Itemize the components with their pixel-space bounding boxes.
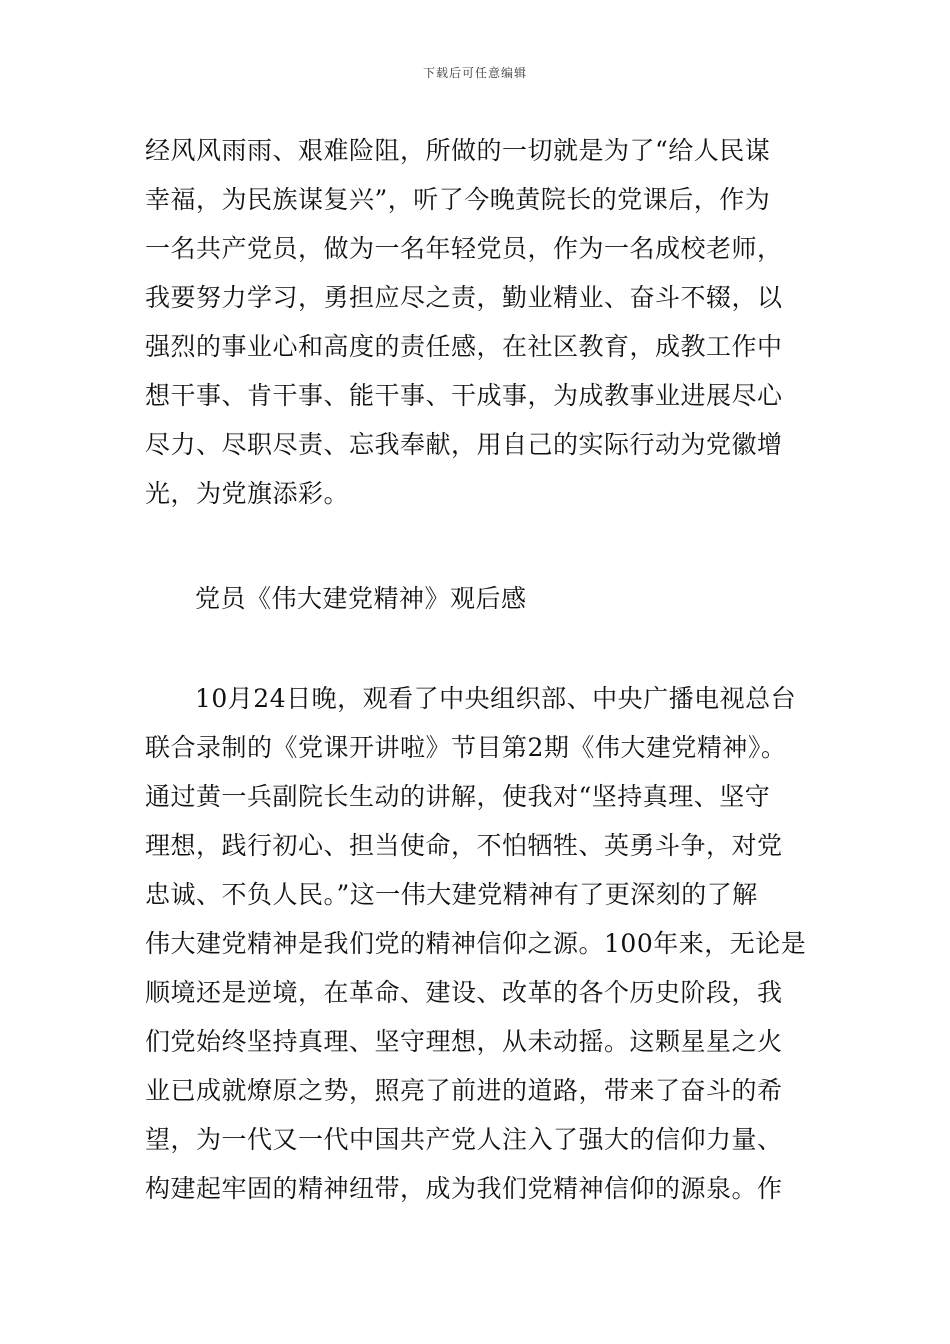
- text-line: 业已成就燎原之势，照亮了前进的道路，带来了奋斗的希: [145, 1076, 783, 1105]
- text-line: 顺境还是逆境，在革命、建设、改革的各个历史阶段，我: [145, 978, 783, 1007]
- page-header-note: 下载后可任意编辑: [422, 66, 527, 80]
- text-line: 理想，践行初心、担当使命，不怕牺牲、英勇斗争，对党: [145, 831, 783, 860]
- text-line: 忠诚、不负人民。”这一伟大建党精神有了更深刻的了解: [145, 880, 758, 909]
- text-line: 通过黄一兵副院长生动的讲解，使我对“坚持真理、坚守: [145, 782, 771, 811]
- text-line: 构建起牢固的精神纽带，成为我们党精神信仰的源泉。作: [145, 1174, 783, 1203]
- text-line: 尽力、尽职尽责、忘我奉献，用自己的实际行动为党徽增: [145, 430, 783, 459]
- text-line: 10月24日晚，观看了中央组织部、中央广播电视总台: [195, 684, 797, 713]
- text-line: 联合录制的《党课开讲啦》节目第2期《伟大建党精神》。: [145, 733, 787, 762]
- text-line: 强烈的事业心和高度的责任感，在社区教育，成教工作中: [145, 332, 783, 361]
- text-line: 想干事、肯干事、能干事、干成事，为成教事业进展尽心: [145, 381, 783, 410]
- text-line: 光，为党旗添彩。: [145, 479, 350, 508]
- text-line: 伟大建党精神是我们党的精神信仰之源。100年来，无论是: [145, 929, 807, 958]
- text-line: 经风风雨雨、艰难险阻，所做的一切就是为了“给人民谋: [145, 136, 771, 165]
- text-line: 们党始终坚持真理、坚守理想，从未动摇。这颗星星之火: [145, 1027, 783, 1056]
- text-line: 望，为一代又一代中国共产党人注入了强大的信仰力量、: [145, 1125, 783, 1154]
- text-line: 我要努力学习，勇担应尽之责，勤业精业、奋斗不辍，以: [145, 283, 783, 312]
- section-title: 党员《伟大建党精神》观后感: [195, 584, 527, 613]
- text-line: 幸福，为民族谋复兴”，听了今晚黄院长的党课后，作为: [145, 185, 771, 214]
- text-line: 一名共产党员，做为一名年轻党员，作为一名成校老师，: [145, 234, 783, 263]
